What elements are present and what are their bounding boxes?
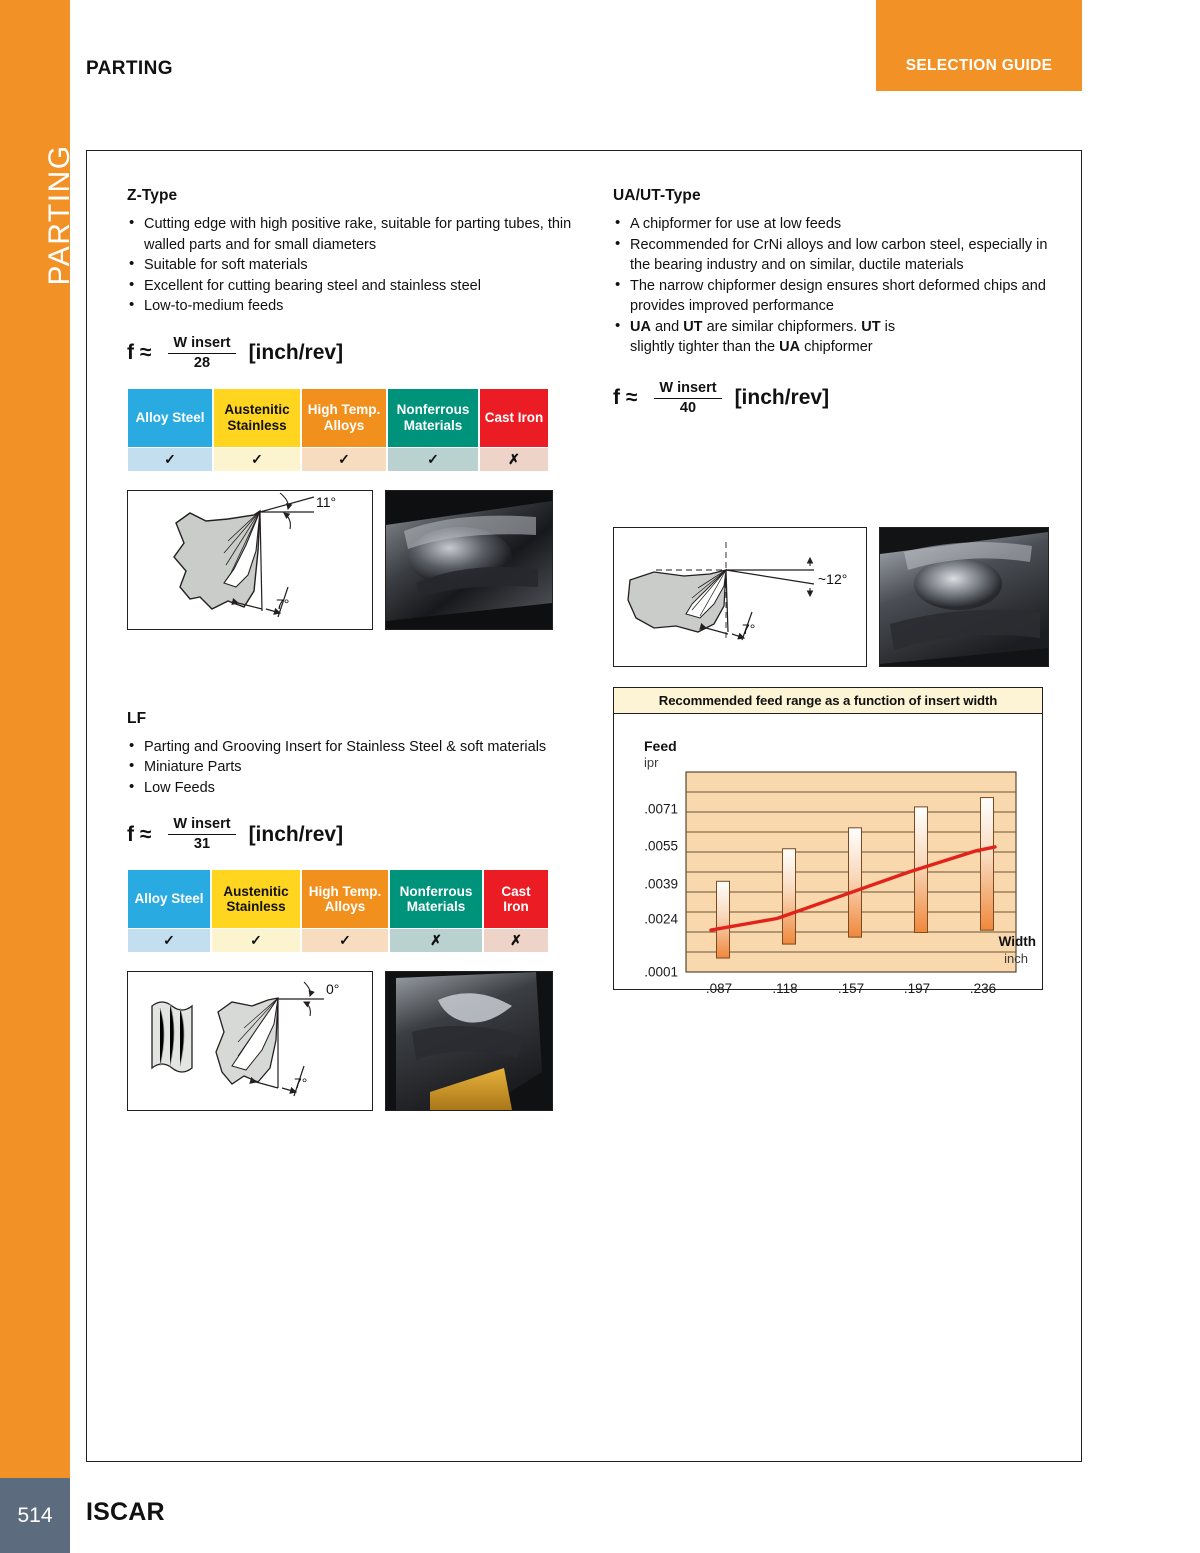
chart-range-bar bbox=[717, 881, 730, 958]
chart-range-bar bbox=[849, 828, 862, 937]
lf-heading: LF bbox=[127, 709, 147, 727]
chart-ylabel: Feed bbox=[644, 738, 677, 754]
list-item: • Miniature Parts bbox=[127, 757, 577, 778]
material-suitability-mark: ✓ bbox=[128, 928, 210, 952]
formula-unit: [inch/rev] bbox=[248, 822, 344, 846]
material-column bbox=[211, 869, 301, 953]
material-column bbox=[483, 869, 549, 953]
chart-y-tick-label: .0024 bbox=[644, 911, 678, 926]
material-column bbox=[213, 388, 301, 472]
formula-numerator: W insert bbox=[168, 335, 235, 354]
material-column bbox=[301, 388, 387, 472]
material-suitability-mark: ✓ bbox=[302, 928, 388, 952]
angle-bottom-label: 7° bbox=[276, 595, 290, 612]
material-column bbox=[389, 869, 483, 953]
lf-geometry-diagram bbox=[127, 971, 373, 1111]
formula-numerator: W insert bbox=[168, 816, 235, 835]
chart-xlabel: Width bbox=[998, 934, 1036, 949]
feed-range-chart bbox=[613, 687, 1043, 996]
lf-material-table bbox=[127, 869, 577, 953]
material-suitability-mark: ✓ bbox=[214, 447, 300, 471]
lf-insert-photo bbox=[385, 971, 553, 1111]
formula-lhs: f ≈ bbox=[613, 386, 638, 409]
material-suitability-mark: ✗ bbox=[480, 447, 548, 471]
lf-insert-profile-svg bbox=[128, 972, 372, 1110]
formula-fraction bbox=[168, 816, 235, 853]
angle-bottom-label: 7° bbox=[742, 620, 756, 637]
ua-ut-insert-photo bbox=[879, 527, 1049, 667]
angle-bottom-label: 7° bbox=[294, 1075, 308, 1091]
material-column-header: High Temp. Alloys bbox=[302, 870, 388, 928]
brand-logo: ISCAR bbox=[86, 1498, 165, 1526]
formula-fraction bbox=[654, 380, 721, 417]
chart-ylabel-unit: ipr bbox=[644, 755, 659, 770]
list-item: • Cutting edge with high positive rake, suitable for parting tubes, thin walled parts and for small diameters bbox=[127, 214, 577, 255]
ua-ut-type-bullets bbox=[613, 214, 1053, 358]
list-item: • A chipformer for use at low feeds bbox=[613, 214, 1053, 235]
chart-x-tick-label: .197 bbox=[903, 981, 931, 996]
page-title: PARTING bbox=[86, 58, 173, 79]
right-column bbox=[613, 187, 1053, 996]
insert-photo-render bbox=[880, 528, 1048, 666]
material-column bbox=[479, 388, 549, 472]
z-type-formula bbox=[127, 335, 577, 372]
formula-unit: [inch/rev] bbox=[734, 386, 830, 409]
formula-numerator: W insert bbox=[654, 380, 721, 399]
chart-y-tick-label: .0001 bbox=[644, 964, 678, 980]
lf-section bbox=[127, 710, 577, 1112]
list-item: • Recommended for CrNi alloys and low carbon steel, especially in the bearing industry and on similar, ductile materials bbox=[613, 235, 1053, 276]
material-column bbox=[387, 388, 479, 472]
list-item: • Low Feeds bbox=[127, 778, 577, 799]
z-type-insert-photo bbox=[385, 490, 553, 630]
chart-y-tick-label: .0039 bbox=[644, 876, 678, 892]
chart-title: Recommended feed range as a function of insert width bbox=[614, 688, 1042, 714]
material-suitability-mark: ✓ bbox=[212, 928, 300, 952]
chart-range-bar bbox=[783, 849, 796, 944]
formula-unit: [inch/rev] bbox=[248, 341, 344, 364]
material-column bbox=[127, 869, 211, 953]
formula-lhs: f ≈ bbox=[127, 341, 152, 364]
z-type-heading: Z-Type bbox=[127, 187, 178, 204]
list-item: • Excellent for cutting bearing steel and stainless steel bbox=[127, 276, 577, 297]
chart-y-tick-label: .0055 bbox=[644, 838, 678, 854]
chart-x-tick-label: .236 bbox=[969, 981, 997, 996]
material-suitability-mark: ✗ bbox=[390, 928, 482, 952]
chart-x-tick-label: .087 bbox=[705, 981, 733, 996]
material-column-header: Nonferrous Materials bbox=[388, 389, 478, 447]
content-frame bbox=[86, 150, 1082, 1462]
formula-lhs: f ≈ bbox=[127, 822, 152, 846]
material-column bbox=[301, 869, 389, 953]
material-column-header: High Temp. Alloys bbox=[302, 389, 386, 447]
z-type-geometry-diagram bbox=[127, 490, 373, 630]
z-type-illustrations bbox=[127, 490, 577, 630]
lf-illustrations bbox=[127, 971, 577, 1111]
lf-formula bbox=[127, 816, 577, 853]
material-suitability-mark: ✗ bbox=[484, 928, 548, 952]
spine-label: PARTING bbox=[43, 144, 76, 286]
chart-range-bar bbox=[981, 798, 994, 931]
formula-fraction bbox=[168, 335, 235, 372]
material-column-header: Alloy Steel bbox=[128, 389, 212, 447]
formula-denominator: 40 bbox=[679, 399, 697, 416]
formula-denominator: 31 bbox=[193, 836, 211, 852]
angle-top-label: 0° bbox=[326, 981, 340, 997]
ua-ut-type-heading: UA/UT-Type bbox=[613, 187, 701, 204]
material-column-header: Nonferrous Materials bbox=[390, 870, 482, 928]
chart-x-tick-label: .157 bbox=[837, 981, 865, 996]
formula-denominator: 28 bbox=[193, 354, 211, 371]
z-type-insert-profile-svg bbox=[128, 491, 372, 629]
sidebar-spine bbox=[0, 0, 76, 1478]
list-item: • Low-to-medium feeds bbox=[127, 296, 577, 317]
material-column-header: Austenitic Stainless bbox=[212, 870, 300, 928]
angle-top-label: ~12° bbox=[818, 570, 848, 587]
insert-photo-render bbox=[386, 491, 552, 629]
material-suitability-mark: ✓ bbox=[388, 447, 478, 471]
material-suitability-mark: ✓ bbox=[128, 447, 212, 471]
material-suitability-mark: ✓ bbox=[302, 447, 386, 471]
ua-ut-type-formula bbox=[613, 380, 1053, 417]
page-number: 514 bbox=[17, 1503, 53, 1527]
chart-xlabel-unit: inch bbox=[1004, 951, 1028, 966]
list-item: • UA and UT are similar chipformers. UT is slightly tighter than the UA chipformer bbox=[613, 317, 1053, 358]
chart-y-tick-label: .0071 bbox=[644, 801, 678, 817]
ua-ut-illustrations bbox=[613, 527, 1053, 667]
selection-guide-tab: SELECTION GUIDE bbox=[876, 0, 1082, 91]
chart-body bbox=[614, 714, 1042, 996]
ua-ut-insert-profile-svg bbox=[614, 528, 866, 666]
chart-plot-svg bbox=[614, 714, 1044, 989]
left-column bbox=[127, 187, 577, 1111]
z-type-bullets bbox=[127, 214, 577, 317]
lf-bullets bbox=[127, 737, 577, 799]
material-column-header: Austenitic Stainless bbox=[214, 389, 300, 447]
material-column-header: Cast Iron bbox=[484, 870, 548, 928]
angle-top-label: 11° bbox=[316, 493, 337, 510]
chart-x-tick-label: .118 bbox=[772, 981, 798, 996]
insert-photo-render bbox=[386, 972, 552, 1110]
list-item: • The narrow chipformer design ensures short deformed chips and provides improved performance bbox=[613, 276, 1053, 317]
list-item: • Parting and Grooving Insert for Stainless Steel & soft materials bbox=[127, 737, 577, 758]
material-column bbox=[127, 388, 213, 472]
material-column-header: Alloy Steel bbox=[128, 870, 210, 928]
list-item: • Suitable for soft materials bbox=[127, 255, 577, 276]
z-type-material-table bbox=[127, 388, 577, 472]
material-column-header: Cast Iron bbox=[480, 389, 548, 447]
ua-ut-geometry-diagram bbox=[613, 527, 867, 667]
